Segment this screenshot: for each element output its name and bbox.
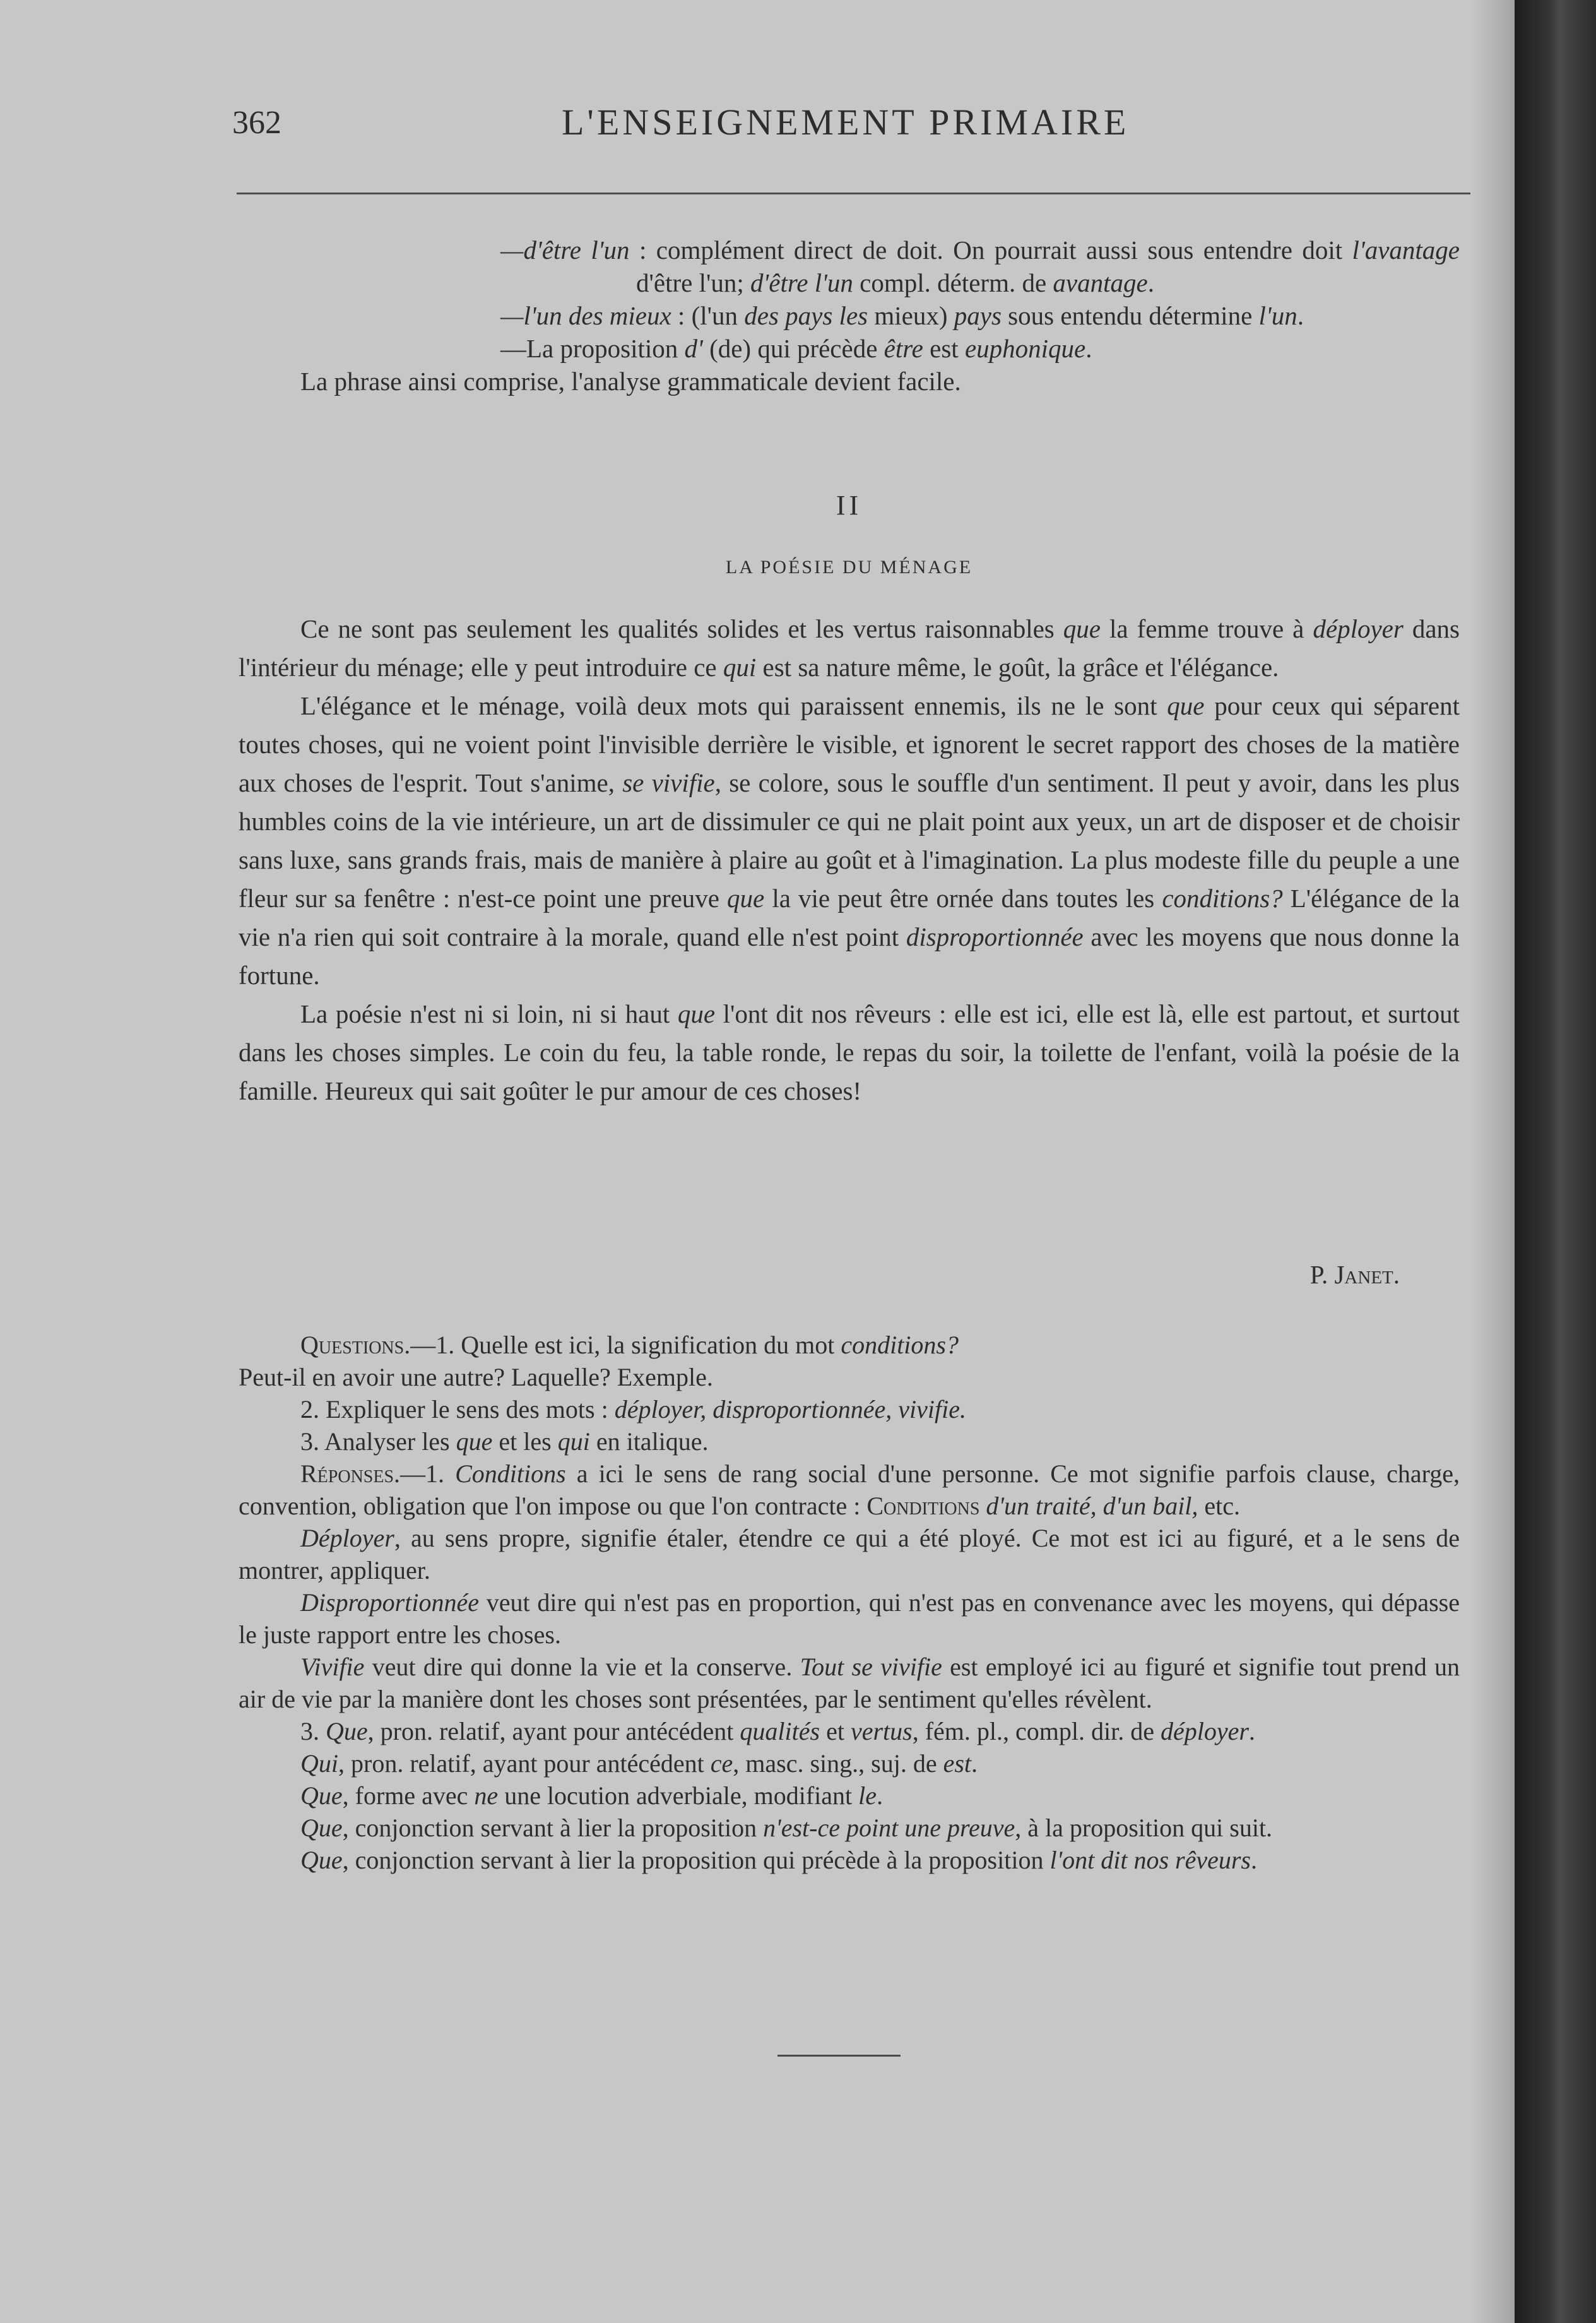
answer-que-conj-1: Que, conjonction servant à lier la proposition n'est-ce point une preuve, à la proposition qui suit. — [300, 1814, 1273, 1842]
section-number: II — [836, 490, 863, 521]
question-1: Questions.—1. Quelle est ici, la signification du mot conditions? — [300, 1331, 959, 1359]
question-1b: Peut-il en avoir une autre? Laquelle? Exemple. — [239, 1363, 713, 1391]
essay-paragraph: L'élégance et le ménage, voilà deux mots qui paraissent ennemis, ils ne le sont que pour ceux qui séparent toutes choses, qui ne voient point l'invisible derrière le visible, et ignorent le secret rapport des choses de la matière aux choses de l'esprit. Tout s'anime, se vivifie, se colore, sous le souffle d'un sentiment. Il peut y avoir, dans les plus humbles coins de la vie intérieure, un art de dissimuler ce qui ne plait point aux yeux, un art de disposer et de choisir sans luxe, sans grands frais, mais de manière à plaire au goût et à l'imagination. La plus modeste fille du peuple a une fleur sur sa fenêtre : n'est-ce point une preuve que la vie peut être ornée dans toutes les conditions? L'élégance de la vie n'a rien qui soit contraire à la morale, quand elle n'est point disproportionnée avec les moyens que nous donne la fortune. — [239, 691, 1460, 990]
answer-vivifie: Vivifie veut dire qui donne la vie et la conserve. Tout se vivifie est employé ici au figuré et signifie tout prend un air de vie par la manière dont les choses sont présentées, par le sentiment qu'elles révèlent. — [239, 1653, 1460, 1713]
running-head: L'ENSEIGNEMENT PRIMAIRE — [562, 102, 1130, 143]
analysis-line: —d'être l'un : complément direct de doit. On pourrait aussi sous entendre doit l'avantage d'être l'un; d'être l'un compl. déterm. de avantage. — [500, 235, 1460, 297]
page-number: 362 — [232, 105, 281, 141]
essay-text — [239, 610, 1460, 1110]
essay-paragraph: Ce ne sont pas seulement les qualités solides et les vertus raisonnables que la femme trouve à déployer dans l'intérieur du ménage; elle y peut introduire ce qui est sa nature même, le goût, la grâce et l'élégance. — [239, 614, 1460, 682]
gutter-shadow — [1470, 0, 1515, 2323]
answer-deployer: Déployer, au sens propre, signifie étaler, étendre ce qui a été ployé. Ce mot est ici au figuré, et a le sens de montrer, appliquer. — [239, 1524, 1460, 1584]
closing-line: La phrase ainsi comprise, l'analyse grammaticale devient facile. — [300, 367, 961, 396]
analysis-line: —l'un des mieux : (l'un des pays les mieux) pays sous entendu détermine l'un. — [500, 301, 1304, 330]
question-3: 3. Analyser les que et les qui en italique. — [300, 1427, 709, 1456]
book-binding — [1515, 0, 1596, 2323]
essay-paragraph: La poésie n'est ni si loin, ni si haut que l'ont dit nos rêveurs : elle est ici, elle est là, elle est partout, et surtout dans les choses simples. Le coin du feu, la table ronde, le repas du soir, la toilette de l'enfant, voilà la poésie de la famille. Heureux qui sait goûter le pur amour de ces choses! — [239, 999, 1460, 1105]
answer-1: Réponses.—1. Conditions a ici le sens de rang social d'une personne. Ce mot signifie parfois clause, charge, convention, obligation que l'on impose ou que l'on contracte : Conditions d'un traité, d'un bail, etc. — [239, 1459, 1460, 1520]
answer-que-ne: Que, forme avec ne une locution adverbiale, modifiant le. — [300, 1781, 883, 1810]
signature: P. Janet. — [1309, 1260, 1400, 1289]
answer-qui: Qui, pron. relatif, ayant pour antécédent ce, masc. sing., suj. de est. — [300, 1749, 978, 1778]
answer-que-conj-2: Que, conjonction servant à lier la proposition qui précède à la proposition l'ont dit nos rêveurs. — [300, 1846, 1257, 1874]
answer-3-que: 3. Que, pron. relatif, ayant pour antécédent qualités et vertus, fém. pl., compl. dir. de déployer. — [300, 1717, 1255, 1745]
questions-answers — [239, 1329, 1460, 1876]
answer-disproportionnee: Disproportionnée veut dire qui n'est pas en proportion, qui n'est pas en convenance avec les moyens, qui dépasse le juste rapport entre les choses. — [239, 1588, 1460, 1649]
end-rule — [777, 2055, 901, 2057]
question-2: 2. Expliquer le sens des mots : déployer, disproportionnée, vivifie. — [300, 1395, 967, 1423]
header-rule — [237, 193, 1470, 194]
analysis-line: —La proposition d' (de) qui précède être est euphonique. — [500, 334, 1092, 363]
analysis-block — [239, 234, 1460, 398]
section-title: LA POÉSIE DU MÉNAGE — [725, 557, 973, 578]
